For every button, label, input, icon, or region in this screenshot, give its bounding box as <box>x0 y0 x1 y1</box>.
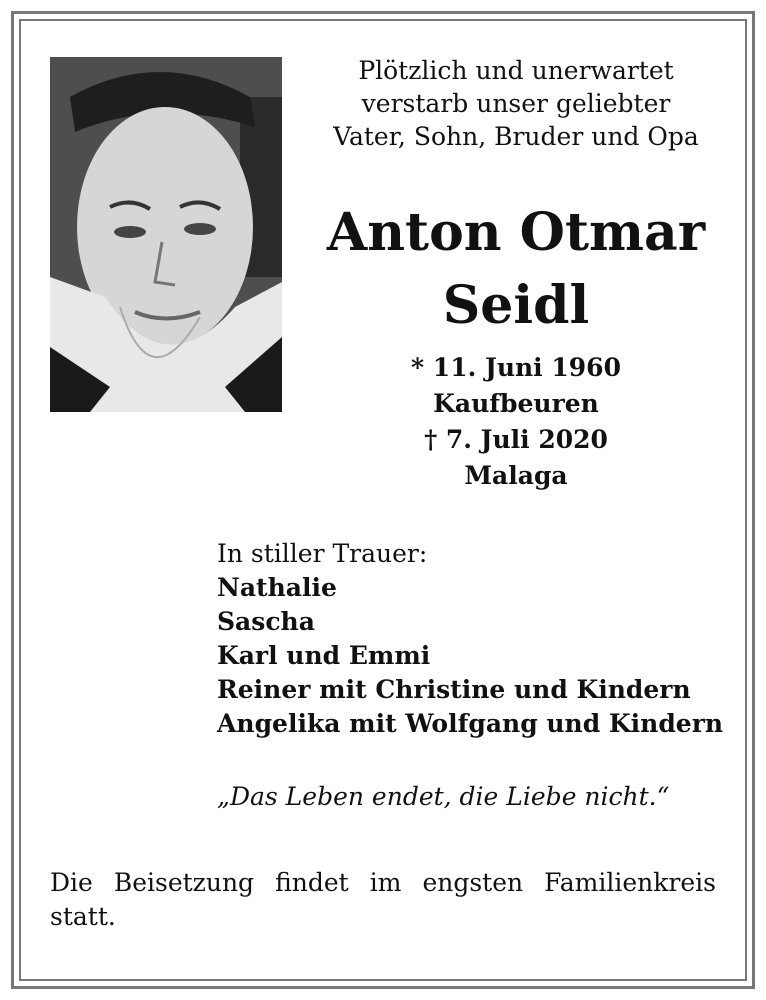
mourners-block <box>217 537 737 741</box>
mourner-name: Sascha <box>217 607 315 636</box>
portrait-photo <box>50 57 282 412</box>
mourner-name: Nathalie <box>217 573 337 602</box>
mourner-name: Reiner mit Christine und Kindern <box>217 675 691 704</box>
death-date: † 7. Juli 2020 <box>424 425 608 454</box>
mourners-lead: In stiller Trauer: <box>217 539 428 568</box>
intro-text <box>300 54 732 153</box>
intro-line: verstarb unser geliebter <box>361 89 671 118</box>
memorial-quote: „Das Leben endet, die Liebe nicht.“ <box>217 782 670 811</box>
name-line-2: Seidl <box>442 275 590 336</box>
burial-notice: Die Beisetzung findet im engsten Familienkreis statt. <box>50 868 716 931</box>
death-place: Malaga <box>464 461 568 490</box>
mourner-name: Karl und Emmi <box>217 641 431 670</box>
life-dates <box>300 350 732 494</box>
birth-date: * 11. Juni 1960 <box>411 353 621 382</box>
intro-line: Vater, Sohn, Bruder und Opa <box>333 122 699 151</box>
birth-place: Kaufbeuren <box>433 389 599 418</box>
intro-line: Plötzlich und unerwartet <box>358 56 674 85</box>
deceased-name <box>300 196 732 342</box>
mourner-name: Angelika mit Wolfgang und Kindern <box>217 709 724 738</box>
name-line-1: Anton Otmar <box>326 202 706 263</box>
